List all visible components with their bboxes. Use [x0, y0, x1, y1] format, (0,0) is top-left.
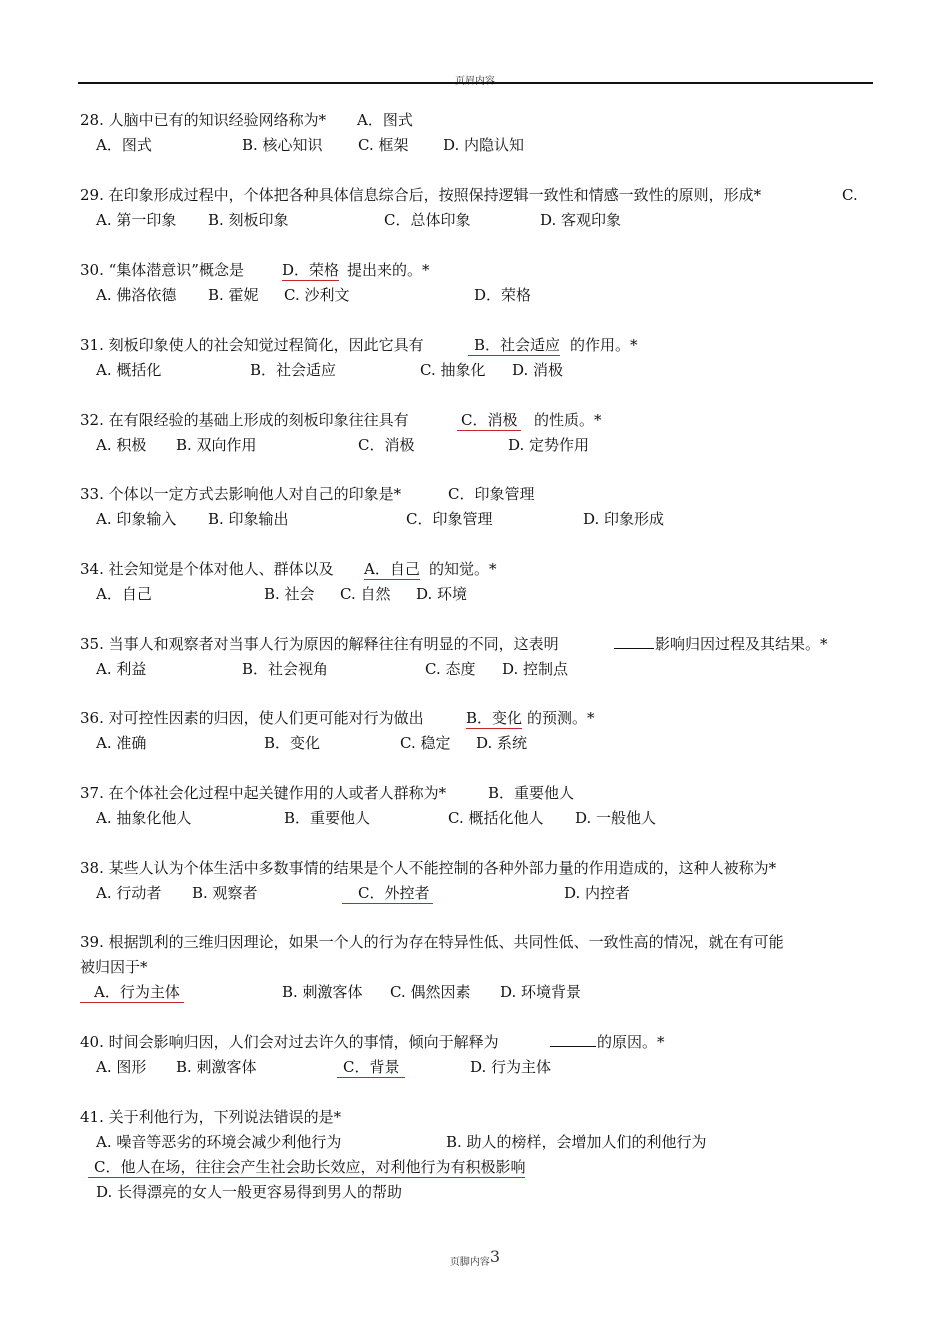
page-number: 3: [489, 1247, 501, 1266]
q32-option-d[interactable]: D. 定势作用: [508, 436, 590, 454]
q39-stem-line2: 被归因于*: [80, 958, 148, 976]
q31-option-c[interactable]: C. 抽象化: [420, 361, 486, 379]
q31-option-d[interactable]: D. 消极: [512, 361, 564, 379]
header-divider: [78, 82, 873, 84]
q28-option-b[interactable]: B. 核心知识: [242, 136, 323, 154]
q34-answer: A．自己: [364, 560, 420, 578]
q33-option-c[interactable]: C．印象管理: [406, 510, 493, 528]
q35-option-b[interactable]: B．社会视角: [242, 660, 329, 678]
q35-option-c[interactable]: C. 态度: [425, 660, 476, 678]
q35-stem-post: 影响归因过程及其结果。*: [655, 635, 828, 653]
q33-option-a[interactable]: A. 印象输入: [96, 510, 177, 528]
q34-option-a[interactable]: A．自己: [96, 585, 152, 603]
q38-option-a[interactable]: A. 行动者: [96, 884, 162, 902]
q40-option-d[interactable]: D. 行为主体: [470, 1058, 552, 1076]
q32-answer: C．消极: [457, 410, 521, 431]
q35-blank: [614, 634, 654, 649]
q33-answer: C．印象管理: [448, 485, 535, 503]
q41-option-a[interactable]: A. 噪音等恶劣的环境会减少利他行为: [96, 1133, 342, 1151]
q36-option-a[interactable]: A. 准确: [96, 734, 147, 752]
q38-stem: 38. 某些人认为个体生活中多数事情的结果是个人不能控制的各种外部力量的作用造成的，这种人被称为*: [80, 859, 777, 877]
q28-option-a[interactable]: A．图式: [96, 136, 152, 154]
q33-option-d[interactable]: D. 印象形成: [583, 510, 665, 528]
q29-option-d[interactable]: D. 客观印象: [540, 211, 622, 229]
q34-option-b[interactable]: B. 社会: [264, 585, 315, 603]
page-footer: [0, 1247, 950, 1269]
q33-stem: 33. 个体以一定方式去影响他人对自己的印象是*: [80, 485, 402, 503]
q30-stem-pre: 30. “集体潜意识”概念是: [80, 261, 244, 279]
q41-option-c-marked[interactable]: C．他人在场，往往会产生社会助长效应，对利他行为有积极影响: [88, 1157, 525, 1178]
q32-option-c[interactable]: C．消极: [358, 436, 415, 454]
q32-option-a[interactable]: A. 积极: [96, 436, 147, 454]
q32-stem-pre: 32. 在有限经验的基础上形成的刻板印象往往具有: [80, 411, 409, 429]
q29-option-a[interactable]: A. 第一印象: [96, 211, 177, 229]
q38-option-b[interactable]: B. 观察者: [192, 884, 258, 902]
q31-stem-post: 的作用。*: [570, 336, 638, 354]
q40-option-b[interactable]: B. 刺激客体: [176, 1058, 257, 1076]
q39-option-a-marked[interactable]: A．行为主体: [80, 982, 184, 1003]
q29-stem: 29. 在印象形成过程中，个体把各种具体信息综合后，按照保持逻辑一致性和情感一致性的原则，形成*: [80, 186, 762, 204]
q34-option-c[interactable]: C. 自然: [340, 585, 391, 603]
q39-option-c[interactable]: C. 偶然因素: [390, 983, 471, 1001]
q37-stem: 37. 在个体社会化过程中起关键作用的人或者人群称为*: [80, 784, 447, 802]
q28-answer: A．图式: [357, 111, 413, 129]
q41-option-b[interactable]: B. 助人的榜样，会增加人们的利他行为: [446, 1133, 707, 1151]
q40-option-a[interactable]: A. 图形: [96, 1058, 147, 1076]
q31-option-a[interactable]: A. 概括化: [96, 361, 162, 379]
q31-stem-pre: 31. 刻板印象使人的社会知觉过程简化，因此它具有: [80, 336, 424, 354]
q36-stem-post: 的预测。*: [527, 709, 595, 727]
q31-answer: B．社会适应: [468, 335, 560, 356]
q32-option-b[interactable]: B. 双向作用: [176, 436, 257, 454]
q32-stem-post: 的性质。*: [534, 411, 602, 429]
q41-stem: 41. 关于利他行为，下列说法错误的是*: [80, 1108, 342, 1126]
q30-option-c[interactable]: C. 沙利文: [284, 286, 350, 304]
q40-stem-pre: 40. 时间会影响归因，人们会对过去许久的事情，倾向于解释为: [80, 1033, 499, 1051]
q34-stem-post: 的知觉。*: [429, 560, 497, 578]
q29-answer: C.: [842, 186, 858, 204]
q30-stem-post: 提出来的。*: [347, 261, 430, 279]
q36-stem-pre: 36. 对可控性因素的归因，使人们更可能对行为做出: [80, 709, 424, 727]
q36-option-c[interactable]: C. 稳定: [400, 734, 451, 752]
q38-option-d[interactable]: D. 内控者: [564, 884, 631, 902]
q35-stem-pre: 35. 当事人和观察者对当事人行为原因的解释往往有明显的不同，这表明: [80, 635, 559, 653]
q37-option-a[interactable]: A. 抽象化他人: [96, 809, 192, 827]
q30-option-d[interactable]: D．荣格: [474, 286, 532, 304]
q34-option-d[interactable]: D. 环境: [416, 585, 468, 603]
q40-stem-post: 的原因。*: [597, 1033, 665, 1051]
q40-option-c-marked[interactable]: C．背景: [337, 1057, 405, 1078]
q37-answer: B．重要他人: [488, 784, 575, 802]
q31-option-b[interactable]: B．社会适应: [250, 361, 337, 379]
q40-blank: [550, 1032, 596, 1047]
q30-option-a[interactable]: A. 佛洛依德: [96, 286, 177, 304]
q37-option-b[interactable]: B．重要他人: [284, 809, 371, 827]
q28-option-d[interactable]: D. 内隐认知: [443, 136, 525, 154]
q39-stem-line1: 39. 根据凯利的三维归因理论，如果一个人的行为存在特异性低、共同性低、一致性高的情况，就在有可能: [80, 933, 784, 951]
q34-stem-pre: 34. 社会知觉是个体对他人、群体以及: [80, 560, 334, 578]
q35-option-a[interactable]: A. 利益: [96, 660, 147, 678]
q30-option-b[interactable]: B. 霍妮: [208, 286, 259, 304]
q37-option-c[interactable]: C. 概括化他人: [448, 809, 544, 827]
q29-option-b[interactable]: B. 刻板印象: [208, 211, 289, 229]
q38-option-c-marked[interactable]: C．外控者: [342, 883, 433, 904]
q33-option-b[interactable]: B. 印象输出: [208, 510, 289, 528]
q37-option-d[interactable]: D. 一般他人: [575, 809, 657, 827]
q29-option-c[interactable]: C．总体印象: [384, 211, 471, 229]
q36-answer: B．变化: [466, 709, 523, 727]
q36-option-d[interactable]: D. 系统: [476, 734, 528, 752]
footer-label: 页脚内容: [449, 1257, 490, 1268]
q35-option-d[interactable]: D. 控制点: [502, 660, 569, 678]
q30-answer: D．荣格: [282, 261, 340, 279]
q28-stem: 28. 人脑中已有的知识经验网络称为*: [80, 111, 327, 129]
q28-option-c[interactable]: C. 框架: [358, 136, 409, 154]
q39-option-b[interactable]: B. 刺激客体: [282, 983, 363, 1001]
q39-option-d[interactable]: D. 环境背景: [500, 983, 582, 1001]
q41-option-d[interactable]: D. 长得漂亮的女人一般更容易得到男人的帮助: [96, 1183, 403, 1201]
q36-option-b[interactable]: B．变化: [264, 734, 321, 752]
page-header: 页眉内容: [455, 76, 495, 87]
